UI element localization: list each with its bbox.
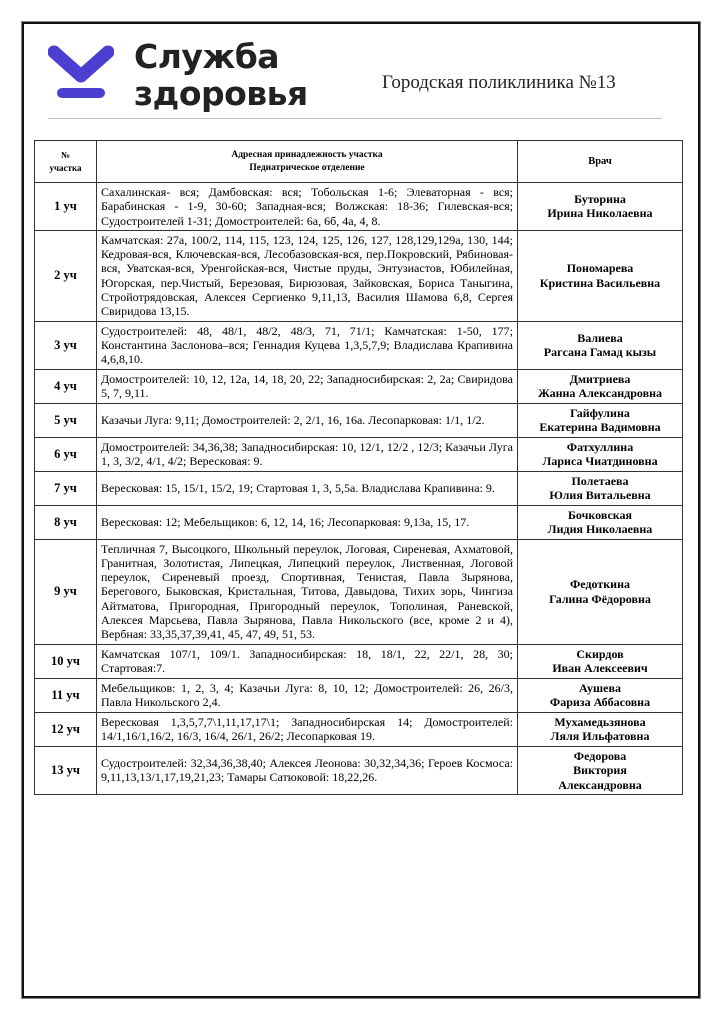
district-number: 10 уч — [35, 644, 97, 678]
table-row — [35, 183, 683, 231]
doctor-name-line: Лариса Чиатдиновна — [542, 454, 658, 469]
district-addresses: Судостроителей: 32,34,36,38,40; Алексея Леонова: 30,32,34,36; Героев Космоса: 9,11,13,13/1,17,19,21,23; Тамары Сатюковой: 18,22,26. — [97, 746, 518, 795]
heart-check-logo-icon — [48, 38, 114, 100]
doctor-name-line: Фатхуллина — [566, 439, 634, 454]
doctor-name-line: Иван Алексеевич — [552, 661, 648, 676]
doctor-name-line: Екатерина Вадимовна — [539, 420, 661, 435]
district-addresses: Вересковая: 15, 15/1, 15/2, 19; Стартовая 1, 3, 5,5а. Владислава Крапивина: 9. — [97, 471, 518, 505]
column-header-address: Адресная принадлежность участка Педиатрическое отделение — [97, 141, 518, 183]
district-addresses: Домостроителей: 10, 12, 12а, 14, 18, 20, 22; Западносибирская: 2, 2а; Свиридова 5, 7, 9,11. — [97, 369, 518, 403]
doctor-name-line: Аушева — [578, 680, 621, 695]
district-number: 13 уч — [35, 746, 97, 795]
district-number: 3 уч — [35, 321, 97, 369]
district-doctor — [518, 230, 683, 321]
table-row — [35, 437, 683, 471]
doctor-name-line: Скирдов — [576, 646, 624, 661]
column-header-number: № участка — [35, 141, 97, 183]
district-number: 12 уч — [35, 712, 97, 746]
doctor-name-line: Кристина Васильевна — [539, 275, 661, 290]
table-row — [35, 712, 683, 746]
table-row — [35, 644, 683, 678]
table-row — [35, 471, 683, 505]
district-addresses: Сахалинская- вся; Дамбовская: вся; Тобольская 1-6; Элеваторная - вся; Барабинская - 1-9, 30-60; Западная-вся; Волжская: 18-36; Гилевская-вся; Судостроителей 1-31; Домостроителей: 6а, 6б, 4а, 4, 8. — [97, 183, 518, 231]
doctor-name-line: Виктория — [573, 763, 627, 778]
table-header-row — [35, 141, 683, 183]
doctor-name-line: Мухамедьзянова — [554, 714, 646, 729]
table-row — [35, 321, 683, 369]
doctor-name-line: Жанна Александровна — [538, 386, 662, 401]
doctor-name-line: Полетаева — [571, 473, 629, 488]
district-number: 1 уч — [35, 183, 97, 231]
district-number: 4 уч — [35, 369, 97, 403]
column-header-doctor: Врач — [518, 141, 683, 183]
doctor-name-line: Александровна — [558, 777, 642, 792]
district-addresses: Судостроителей: 48, 48/1, 48/2, 48/3, 71, 71/1; Камчатская: 1-50, 177; Константина Заслонова–вся; Геннадия Куцева 1,3,5,7,9; Владислава Крапивина 4,6,8,10. — [97, 321, 518, 369]
district-number: 8 уч — [35, 505, 97, 539]
district-doctor — [518, 369, 683, 403]
doctor-name-line: Рагсана Гамад кызы — [543, 345, 657, 360]
clinic-name: Городская поликлиника №13 — [382, 72, 616, 93]
header — [48, 38, 668, 118]
district-number: 6 уч — [35, 437, 97, 471]
district-addresses: Камчатская 107/1, 109/1. Западносибирская: 18, 18/1, 22, 22/1, 28, 30; Стартовая:7. — [97, 644, 518, 678]
district-addresses: Вересковая 1,3,5,7,7\1,11,17,17\1; Западносибирская 14; Домостроителей: 14/1,16/1,16/2, 16/3, 16/4, 26/1, 26/2; Лесопарковая 19. — [97, 712, 518, 746]
district-doctor — [518, 471, 683, 505]
doctor-name-line: Фариза Аббасовна — [549, 695, 651, 710]
doctor-name-line: Лидия Николаевна — [547, 522, 653, 537]
doctor-name-line: Федоткина — [569, 577, 631, 592]
district-doctor — [518, 746, 683, 795]
district-number: 11 уч — [35, 678, 97, 712]
table-row — [35, 746, 683, 795]
district-number: 9 уч — [35, 539, 97, 644]
district-number: 5 уч — [35, 403, 97, 437]
district-addresses: Казачьи Луга: 9,11; Домостроителей: 2, 2/1, 16, 16а. Лесопарковая: 1/1, 1/2. — [97, 403, 518, 437]
district-doctor — [518, 644, 683, 678]
district-doctor — [518, 437, 683, 471]
brand-line-2: здоровья — [134, 74, 308, 113]
doctor-name-line: Федорова — [573, 748, 627, 763]
district-doctor — [518, 505, 683, 539]
district-addresses: Камчатская: 27а, 100/2, 114, 115, 123, 124, 125, 126, 127, 128,129,129а, 130, 144; Кедровая-вся, Ключевская-вся, Лесобазовская-вся, пер.Покровский, Рябиновая-вся, Уватская-вся, Уренгойская-вся, Чистые пруды, Энтузиастов, Юбилейная, Югорская, пер.Чистый, Березовая, Бирюзовая, Зайковская, Бориса Таныгина, Стройотрядовская, Алексея Сергиенко 9,11,13, Василия Шамова 6,8, Сергея Свиридова 13,15. — [97, 230, 518, 321]
table-row — [35, 369, 683, 403]
table-row — [35, 230, 683, 321]
table-body — [35, 183, 683, 795]
doctor-name-line: Пономарева — [566, 261, 634, 276]
brand-logo-text — [134, 38, 384, 112]
doctor-name-line: Дмитриева — [569, 371, 631, 386]
district-doctor — [518, 678, 683, 712]
district-number: 2 уч — [35, 230, 97, 321]
district-doctor — [518, 183, 683, 231]
table-row — [35, 505, 683, 539]
doctor-name-line: Юлия Витальевна — [549, 488, 651, 503]
doctor-name-line: Гайфулина — [570, 405, 630, 420]
district-doctor — [518, 539, 683, 644]
doctor-name-line: Валиева — [577, 330, 623, 345]
table-row — [35, 539, 683, 644]
district-number: 7 уч — [35, 471, 97, 505]
brand-line-1: Служба — [134, 37, 280, 76]
doctor-name-line: Галина Фёдоровна — [549, 591, 651, 606]
districts-table — [34, 140, 683, 795]
header-divider — [48, 118, 662, 119]
district-addresses: Вересковая: 12; Мебельщиков: 6, 12, 14, 16; Лесопарковая: 9,13а, 15, 17. — [97, 505, 518, 539]
district-addresses: Домостроителей: 34,36,38; Западносибирская: 10, 12/1, 12/2 , 12/3; Казачьи Луга 1, 3, 3/2, 4/1, 4/2; Вересковая: 9. — [97, 437, 518, 471]
district-addresses: Тепличная 7, Высоцкого, Школьный переулок, Логовая, Сиреневая, Ахматовой, Гранитная, Золотистая, Липецкая, Липецкий переулок, Лиственная, Логовой переулок, Сиреневый проезд, Спортивная, Тенистая, Павла Зырянова, Берегового, Быковская, Кристальная, Титова, Давыдова, Тихих зорь, Чингиза Айтматова, Пригородная, Пригородный переулок, Тополиная, Раневской, Алексея Марсьева, Павла Зырянова, Павла Никольского (все, кроме 2 и 4), Вербная: 33,35,37,39,41, 45, 47, 49, 51, 53. — [97, 539, 518, 644]
district-doctor — [518, 321, 683, 369]
doctor-name-line: Бочковская — [567, 507, 633, 522]
doctor-name-line: Ирина Николаевна — [547, 206, 653, 221]
district-addresses: Мебельщиков: 1, 2, 3, 4; Казачьи Луга: 8, 10, 12; Домостроителей: 26, 26/3, Павла Никольского 2,4. — [97, 678, 518, 712]
table-row — [35, 678, 683, 712]
table-row — [35, 403, 683, 437]
district-doctor — [518, 403, 683, 437]
district-doctor — [518, 712, 683, 746]
doctor-name-line: Ляля Ильфатовна — [550, 729, 650, 744]
doctor-name-line: Буторина — [574, 191, 626, 206]
